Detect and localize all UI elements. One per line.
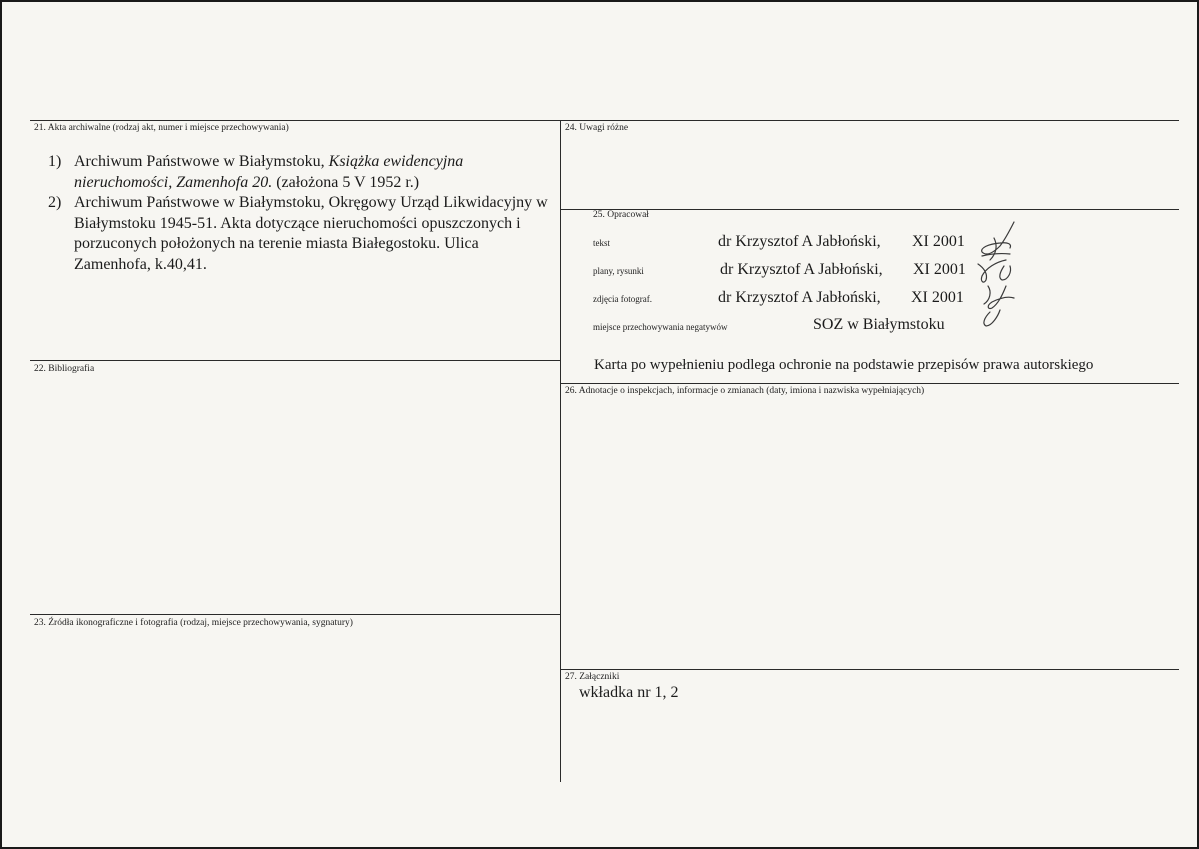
copyright-note: Karta po wypełnieniu podlega ochronie na podstawie przepisów prawa autorskiego — [594, 357, 1094, 373]
field-26-label: 26. Adnotacje o inspekcjach, informacje o zmianach (daty, imiona i nazwiska wypełniających) — [565, 386, 925, 396]
column-divider — [560, 120, 561, 782]
top-rule — [30, 120, 1179, 121]
author-row-key: plany, rysunki — [593, 266, 644, 276]
entry-note: (założona 5 V 1952 r.) — [272, 173, 420, 191]
entry-text: Archiwum Państwowe w Białymstoku, Okręgowy Urząd Likwidacyjny w Białymstoku 1945-51. Akta dotyczące nieruchomości opuszczonych i porzuconych położonych na terenie miasta Białegostoku. Ulica Zamenhofa, k.40,41. — [74, 194, 548, 273]
archive-entry — [48, 152, 548, 193]
author-row-date: XI 2001 — [912, 233, 965, 250]
field-21-label: 21. Akta archiwalne (rodzaj akt, numer i miejsce przechowywania) — [34, 123, 289, 133]
rule-22 — [30, 360, 560, 361]
record-card-sheet — [2, 2, 1197, 847]
rule-26 — [560, 383, 1179, 384]
author-row-key: zdjęcia fotograf. — [593, 294, 652, 304]
entry-number: 1) — [48, 153, 62, 170]
attachments-value: wkładka nr 1, 2 — [579, 684, 679, 701]
rule-27 — [560, 669, 1179, 670]
author-row-date: XI 2001 — [913, 261, 966, 278]
negatives-location-key: miejsce przechowywania negatywów — [593, 322, 728, 332]
author-row-date: XI 2001 — [911, 289, 964, 306]
rule-25 — [560, 209, 1179, 210]
author-row-value: dr Krzysztof A Jabłoński, — [718, 289, 881, 306]
entry-title: Książka ewidencyjna nieruchomości, Zamenhofa 20. — [74, 153, 464, 191]
field-23-label: 23. Źródła ikonograficzne i fotografia (rodzaj, miejsce przechowywania, sygnatury) — [34, 618, 353, 628]
entry-text: Archiwum Państwowe w Białymstoku, — [74, 153, 329, 170]
author-row-key: tekst — [593, 238, 610, 248]
signature-drawing — [970, 216, 1030, 336]
entry-number: 2) — [48, 194, 62, 211]
negatives-location-value: SOZ w Białymstoku — [813, 316, 945, 333]
field-24-label: 24. Uwagi różne — [565, 123, 629, 133]
archive-entry — [48, 193, 548, 275]
field-27-label: 27. Załączniki — [565, 672, 620, 682]
field-25-label: 25. Opracował — [593, 210, 649, 220]
archive-records-list — [48, 152, 548, 275]
field-22-label: 22. Bibliografia — [34, 364, 95, 374]
author-row-value: dr Krzysztof A Jabłoński, — [720, 261, 883, 278]
rule-23 — [30, 614, 560, 615]
author-row-value: dr Krzysztof A Jabłoński, — [718, 233, 881, 250]
